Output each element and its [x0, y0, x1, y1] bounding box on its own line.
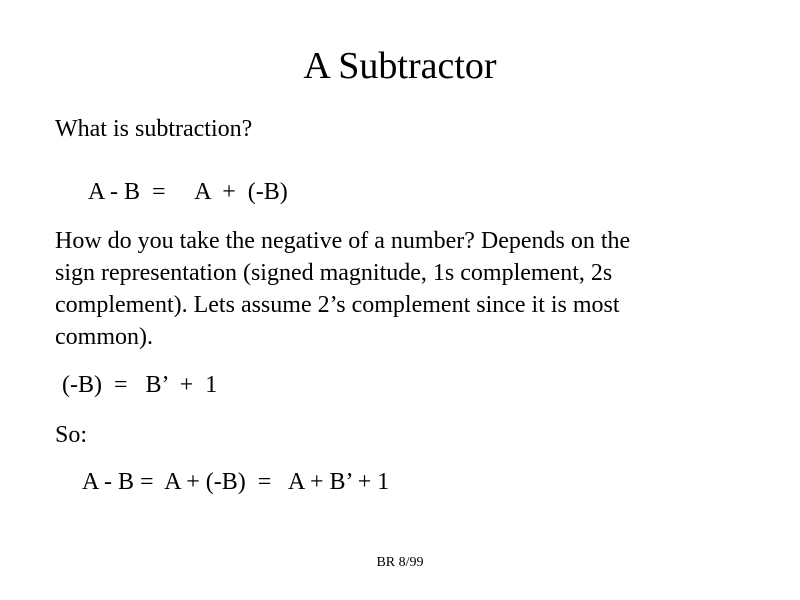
equation-subtraction: A - B = A + (-B) [88, 179, 288, 205]
equation-result: A - B = A + (-B) = A + B’ + 1 [82, 469, 390, 495]
equation-negation: (-B) = B’ + 1 [62, 372, 218, 398]
slide-title: A Subtractor [303, 45, 497, 87]
question-text: What is subtraction? [55, 116, 253, 142]
explanation-paragraph: How do you take the negative of a number? Depends on the sign representation (signed magnitude, 1s complement, 2s complement). Lets assume 2’s complement since it is most common). [55, 228, 631, 350]
slide-footer: BR 8/99 [376, 555, 424, 570]
so-label: So: [55, 422, 88, 448]
